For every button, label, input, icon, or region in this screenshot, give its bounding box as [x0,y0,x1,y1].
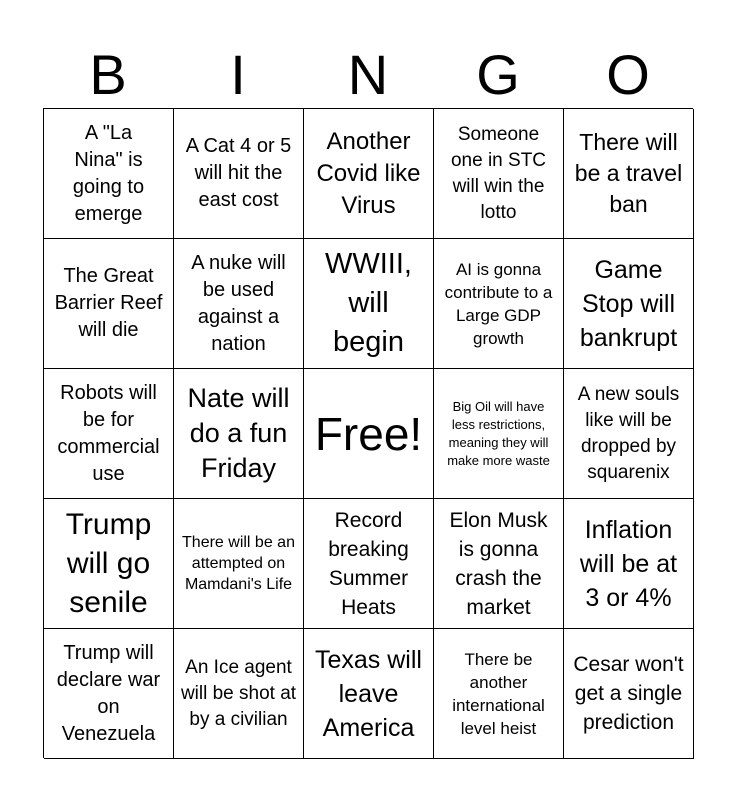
bingo-cell[interactable] [564,369,694,499]
bingo-cell[interactable] [434,109,564,239]
bingo-cell[interactable] [44,239,174,369]
bingo-cell[interactable] [564,109,694,239]
bingo-cell[interactable] [434,369,564,499]
bingo-header [43,42,693,108]
bingo-cell-text: There will be a travel ban [574,129,683,217]
bingo-cell[interactable] [44,499,174,629]
bingo-cell-text: WWIII, will begin [325,248,412,358]
bingo-cell-text: An Ice agent will be shot at by a civilian [180,656,297,730]
bingo-cell-text: Big Oil will have less restrictions, meaning they will make more waste [447,398,550,468]
bingo-cell[interactable] [44,369,174,499]
bingo-cell-text: Record breaking Summer Heats [328,508,409,619]
bingo-cell-text: Inflation will be at 3 or 4% [579,515,678,612]
bingo-cell-text: Free! [314,407,423,460]
bingo-cell-text: Texas will leave America [315,645,422,742]
bingo-cell[interactable] [564,629,694,759]
bingo-cell[interactable] [304,109,434,239]
header-letter-o: O [606,43,650,106]
bingo-grid [43,108,693,758]
bingo-cell-text: The Great Barrier Reef will die [54,265,163,341]
header-letter-b: B [89,43,127,106]
bingo-cell[interactable] [304,239,434,369]
bingo-cell-text: Robots will be for commercial use [57,381,160,485]
header-letter-g: G [476,43,520,106]
bingo-cell[interactable] [304,629,434,759]
bingo-cell[interactable] [174,369,304,499]
bingo-cell-free[interactable] [304,369,434,499]
bingo-cell[interactable] [44,109,174,239]
bingo-cell[interactable] [304,499,434,629]
bingo-cell-text: Another Covid like Virus [316,127,421,219]
bingo-cell[interactable] [44,629,174,759]
bingo-cell-text: There will be an attempted on Mamdani's Life [182,534,295,593]
bingo-cell[interactable] [174,239,304,369]
bingo-cell[interactable] [434,499,564,629]
bingo-cell[interactable] [174,109,304,239]
bingo-cell[interactable] [434,239,564,369]
bingo-cell[interactable] [564,499,694,629]
bingo-cell-text: Someone one in STC will win the lotto [450,123,547,223]
bingo-cell-text: A new souls like will be dropped by squarenix [577,383,680,483]
bingo-cell-text: A "La Nina" is going to emerge [72,121,145,225]
bingo-cell-text: Nate will do a fun Friday [187,383,290,483]
header-letter-i: I [230,43,246,106]
bingo-cell[interactable] [434,629,564,759]
bingo-cell-text: Trump will go senile [65,508,152,619]
bingo-cell-text: AI is gonna contribute to a Large GDP growth [444,259,553,348]
bingo-cell-text: Elon Musk is gonna crash the market [449,508,548,619]
bingo-cell-text: Game Stop will bankrupt [579,255,678,352]
bingo-cell-text: A nuke will be used against a nation [191,251,286,355]
bingo-cell-text: There be another international level heist [452,649,545,738]
bingo-cell-text: A Cat 4 or 5 will hit the east cost [185,135,292,211]
bingo-cell[interactable] [174,499,304,629]
bingo-cell-text: Trump will declare war on Venezuela [56,641,161,745]
header-letter-n: N [347,43,389,106]
bingo-cell[interactable] [174,629,304,759]
bingo-cell[interactable] [564,239,694,369]
bingo-cell-text: Cesar won't get a single prediction [573,653,684,734]
